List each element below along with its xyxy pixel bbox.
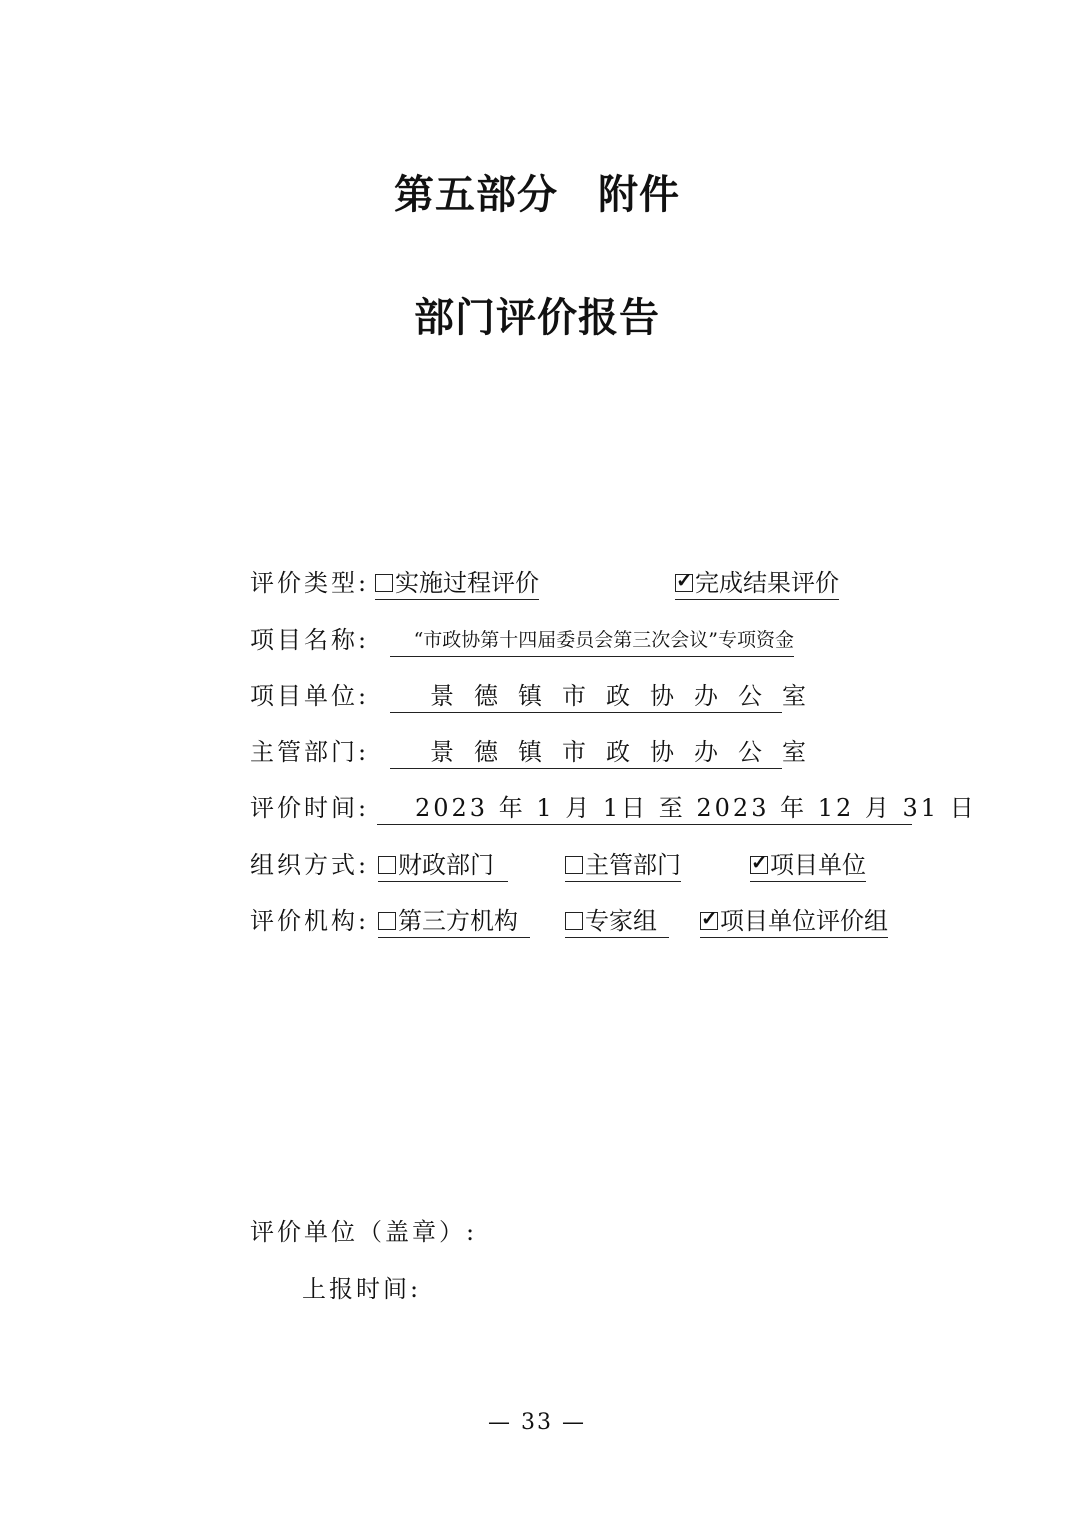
eval-time-row <box>250 788 977 828</box>
project-unit-row <box>250 676 826 716</box>
project-unit-label: 项目单位: <box>250 682 370 710</box>
project-name-field: “市政协第十四届委员会第三次会议”专项资金 <box>390 620 794 657</box>
attachment-title: 附件 <box>598 171 680 218</box>
eval-type-option-process[interactable]: 实施过程评价 <box>375 563 539 600</box>
checked-checkbox-icon[interactable]: ✓ <box>676 568 693 592</box>
eval-agency-option-third-party[interactable]: 第三方机构 <box>378 901 530 938</box>
project-name-label: 项目名称: <box>250 626 370 654</box>
eval-type-row <box>250 563 870 603</box>
checkbox-icon[interactable] <box>378 856 396 874</box>
supervising-dept-row <box>250 732 826 772</box>
eval-time-field: 2023 年 1 月 1日 至 2023 年 12 月 31 日 <box>377 788 912 825</box>
project-name-row <box>250 620 850 660</box>
organization-row <box>250 845 890 885</box>
eval-agency-option-experts[interactable]: 专家组 <box>565 901 669 938</box>
supervising-dept-field: 景德镇市政协办公室 <box>390 732 782 769</box>
checked-checkbox-icon[interactable]: ✓ <box>701 906 718 930</box>
report-title: 部门评价报告 <box>414 294 660 341</box>
part-heading <box>0 163 1074 220</box>
eval-time-label: 评价时间: <box>250 794 370 822</box>
organization-label: 组织方式: <box>250 851 370 879</box>
eval-agency-option-project-unit-group[interactable]: ✓ 项目单位评价组 <box>700 901 888 938</box>
eval-type-label: 评价类型: <box>250 569 370 597</box>
project-unit-field: 景德镇市政协办公室 <box>390 676 782 713</box>
checkbox-icon[interactable] <box>378 912 396 930</box>
organization-option-supervising[interactable]: 主管部门 <box>565 845 681 882</box>
eval-agency-label: 评价机构: <box>250 907 370 935</box>
organization-option-project-unit[interactable]: ✓ 项目单位 <box>750 845 866 882</box>
eval-type-option-result[interactable]: ✓ 完成结果评价 <box>675 563 839 600</box>
organization-option-finance[interactable]: 财政部门 <box>378 845 508 882</box>
checkbox-icon[interactable] <box>565 856 583 874</box>
report-time-label: 上报时间: <box>302 1275 422 1303</box>
page-number: — 33 — <box>488 1410 586 1435</box>
eval-unit-seal-label: 评价单位（盖章）: <box>250 1218 478 1246</box>
supervising-dept-label: 主管部门: <box>250 738 370 766</box>
eval-agency-row <box>250 901 930 941</box>
checkbox-icon[interactable] <box>375 574 393 592</box>
checkbox-icon[interactable] <box>565 912 583 930</box>
part-title: 第五部分 <box>394 171 558 218</box>
checked-checkbox-icon[interactable]: ✓ <box>751 850 768 874</box>
